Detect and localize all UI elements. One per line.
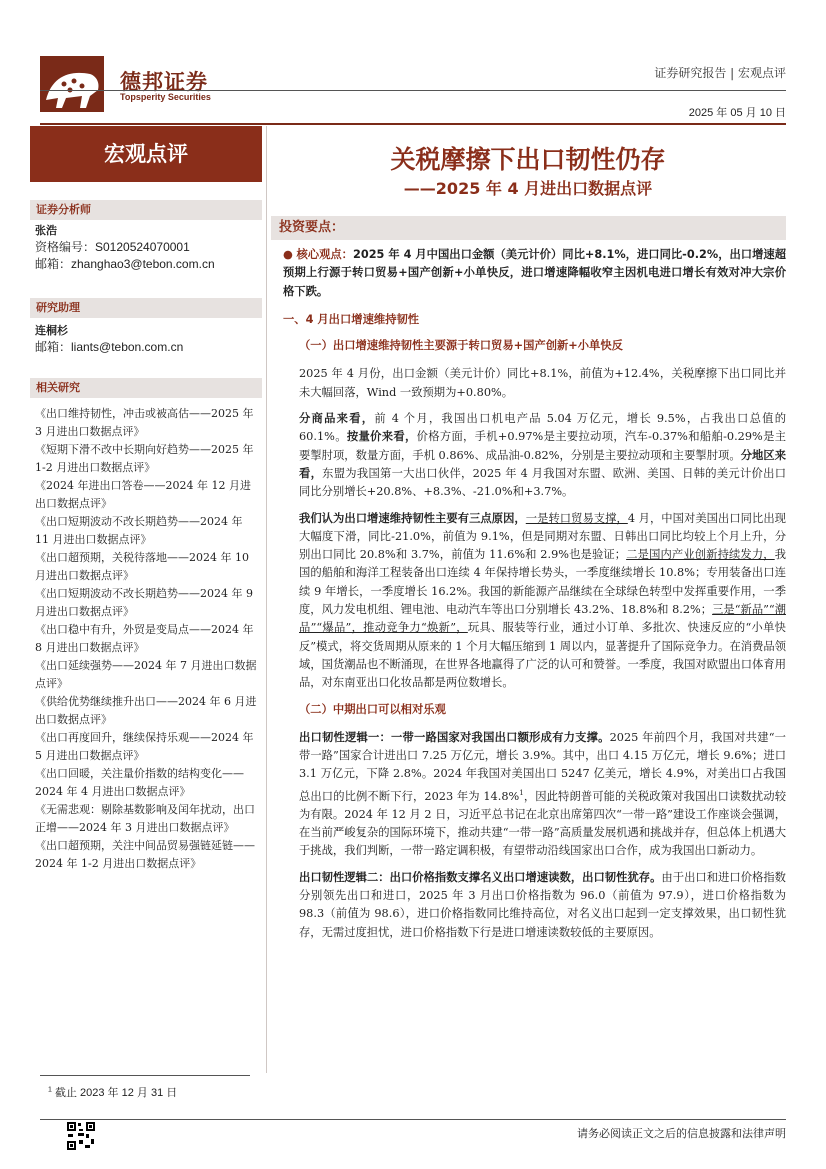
assistant-email[interactable]: 邮箱：liants@tebon.com.cn — [35, 340, 184, 354]
paragraph-2 — [283, 410, 786, 501]
related-item[interactable]: 《短期下滑不改中长期向好趋势——2025 年 1-2 月进出口数据点评》 — [35, 443, 254, 474]
paragraph-3 — [283, 510, 786, 693]
related-item[interactable]: 《出口超预期，关税待落地——2024 年 10 月进出口数据点评》 — [35, 551, 249, 582]
key-points-header: 投资要点： — [271, 216, 786, 240]
core-label: 核心观点： — [296, 248, 353, 261]
subsection-heading-2: （二）中期出口可以相对乐观 — [299, 702, 446, 716]
text-run: 前 4 个月，我国出口机电产品 5.04 万亿元，增长 9.5%，占我出口总值的 60.1%。 — [299, 412, 786, 444]
analyst-name: 张浩 — [35, 224, 57, 237]
footnote-text: 截止 2023 年 12 月 31 日 — [54, 1087, 178, 1099]
paragraph-1: 2025 年 4 月份，出口金额（美元计价）同比+8.1%，前值为+12.4%，关税摩擦下出口同比并未大幅回落，Wind 一致预期为+0.80%。 — [299, 367, 786, 399]
subsection-heading-1: （一）出口增速维持韧性主要源于转口贸易+国产创新+小单快反 — [299, 339, 623, 353]
analyst-info — [35, 222, 215, 273]
footnote-ref[interactable]: 1 — [519, 788, 524, 797]
related-list — [35, 405, 257, 873]
text-run: 我国的船舶和海洋工程装备出口连续 4 年保持增长势头，一季度继续增长 10.8%；专用装备出口连续 9 年增长，一季度增长 16.2%。我国的新能源产品继续在全球绿色转型中发挥重要作用，一季度，风力发电机组、锂电池、电动汽车等出口分别增长 43.2%、18.8%和 8.2%； — [299, 548, 786, 617]
qr-code-icon[interactable] — [66, 1121, 96, 1151]
underlined-point: 三是“新品”“潮品”“爆品”，推动竞争力“焕新”， — [299, 603, 786, 635]
header-divider — [40, 90, 786, 91]
text-run: 玩具、服装等行业，通过小订单、多批次、快速反应的“小单快反”模式，将交货周期从原来的 1 个月大幅压缩到 1 周以内，显著提升了国际竞争力。在消费品领域，国货潮品也不断涌现，在世界各地赢得了广泛的认可和赞誉。一季度，我国对欧盟出口体育用品，对东南亚出口化妆品都是两位数增长。 — [299, 621, 786, 690]
analyst-email[interactable]: 邮箱：zhanghao3@tebon.com.cn — [35, 257, 215, 271]
logo-subtext: Topsperity Securities — [120, 92, 211, 102]
report-date: 2025 年 05 月 10 日 — [688, 107, 786, 119]
text-run: ，因此特朗普可能的关税政策对我国出口读数扰动较为有限。2024 年 12 月 2 日，习近平总书记在北京出席第四次“一带一路”建设工作座谈会强调，在当前严峻复杂的国际环境下，推动共建“一带一路”高质量发展机遇和挑战并存，但总体上机遇大于挑战，我们判断，一带一路定调积极，有望带动沿线国家出口合作，成为我国出口新动力。 — [299, 789, 786, 858]
related-item[interactable]: 《出口回暖，关注量价指数的结构变化——2024 年 4 月进出口数据点评》 — [35, 767, 244, 798]
related-item[interactable]: 《出口超预期，关注中间品贸易强链延链——2024 年 1-2 月进出口数据点评》 — [35, 839, 255, 870]
related-item[interactable]: 《无需悲观：剔除基数影响及闰年扰动，出口正增——2024 年 3 月进出口数据点评》 — [35, 803, 255, 834]
related-item[interactable]: 《出口稳中有升，外贸是变局点——2024 年 8 月进出口数据点评》 — [35, 623, 254, 654]
disclaimer: 请务必阅读正文之后的信息披露和法律声明 — [577, 1127, 786, 1140]
bold-lead: 分商品来看， — [299, 412, 375, 426]
related-item[interactable]: 《出口维持韧性，冲击或被高估——2025 年 3 月进出口数据点评》 — [35, 407, 254, 438]
analyst-cert: 资格编号：S0120524070001 — [35, 240, 190, 254]
assistant-name: 连桐杉 — [35, 324, 68, 337]
footnote-marker: 1 — [48, 1086, 52, 1094]
main-content — [283, 246, 786, 950]
paragraph-5 — [283, 869, 786, 942]
underlined-point: 一是转口贸易支撑， — [525, 511, 628, 525]
logo-text: 德邦证券 — [120, 70, 208, 94]
category-tag: 宏观点评 — [30, 126, 262, 182]
core-text: 2025 年 4 月中国出口金额（美元计价）同比+8.1%，进口同比-0.2%，出口增速超预期上行源于转口贸易+国产创新+小单快反，进口增速降幅收窄主因机电进口增长有效对冲大宗价格下跌。 — [283, 248, 786, 298]
report-type: 证券研究报告 | 宏观点评 — [654, 66, 786, 80]
header-accent-divider — [40, 123, 786, 125]
text-run: 由于出口和进口价格指数分别领先出口和进口，2025 年 3 月出口价格指数为 96.0（前值为 97.9），进口价格指数为 98.3（前值为 98.6），进口价格指数同比维持高位，对名义出口起到一定支撑效果，出口韧性犹存，无需过度担忧，进口价格指数下行是进口增速读数较低的主要原因。 — [299, 870, 786, 939]
bold-lead: 出口韧性逻辑二：出口价格指数支撑名义出口增速读数，出口韧性犹存。 — [299, 870, 662, 884]
related-item[interactable]: 《出口短期波动不改长期趋势——2024 年 11 月进出口数据点评》 — [35, 515, 243, 546]
text-run: 4 月，中国对美国出口同比出现大幅度下滑，同比-21.0%，前值为 9.1%，但是同期对东盟、日韩出口同比均较上个月上升，分别出口同比 20.8%和 3.7%，前值为 11.6%和 2.9%也是验证； — [299, 511, 786, 562]
page-subtitle: ——2025 年 4 月进出口数据点评 — [403, 179, 653, 198]
assistant-info — [35, 322, 183, 356]
related-item[interactable]: 《2024 年进出口答卷——2024 年 12 月进出口数据点评》 — [35, 479, 251, 510]
text-run: 东盟为我国第一大出口伙伴，2025 年 4 月我国对东盟、欧洲、美国、日韩的美元计价出口同比分别增长+20.8%、+8.3%、-21.0%和+3.7%。 — [299, 466, 786, 499]
analyst-section-header: 证券分析师 — [30, 200, 262, 220]
related-item[interactable]: 《出口再度回升，继续保持乐观——2024 年 5 月进出口数据点评》 — [35, 731, 254, 762]
paragraph-4 — [283, 729, 786, 861]
footer-divider — [40, 1119, 786, 1120]
page-title: 关税摩擦下出口韧性仍存 — [390, 145, 666, 174]
core-view — [283, 246, 786, 301]
column-divider — [266, 126, 267, 1073]
company-logo-icon — [40, 56, 104, 112]
underlined-point: 二是国内产业创新持续发力， — [626, 548, 775, 562]
footnote — [48, 1084, 177, 1100]
bold-lead: 出口韧性逻辑一：一带一路国家对我国出口额形成有力支撑。 — [299, 730, 610, 744]
related-item[interactable]: 《出口延续强势——2024 年 7 月进出口数据点评》 — [35, 659, 257, 690]
related-section-header: 相关研究 — [30, 378, 262, 398]
related-item[interactable]: 《出口短期波动不改长期趋势——2024 年 9 月进出口数据点评》 — [35, 587, 253, 618]
bold-lead: 分地区来看， — [299, 448, 786, 480]
related-item[interactable]: 《供给优势继续推升出口——2024 年 6 月进出口数据点评》 — [35, 695, 257, 726]
bold-lead: 按量价来看， — [346, 430, 417, 444]
assistant-section-header: 研究助理 — [30, 298, 262, 318]
bullet-icon: ● — [283, 248, 297, 261]
footnote-divider — [40, 1075, 250, 1076]
section-heading-1: 一、4 月出口增速维持韧性 — [283, 312, 420, 326]
text-run: 价格方面，手机+0.97%是主要拉动项，汽车-0.37%和船舶-0.29%是主要掣肘项，数量方面，手机 0.86%、成品油-0.82%，分别是主要拉动项和主要掣肘项。 — [299, 430, 787, 462]
text-run: 2025 年前四个月，我国对共建“一带一路”国家合计进出口 7.25 万亿元，增长 3.9%。其中，出口 4.15 万亿元，增长 9.6%；进口 3.1 万亿元，下降 2.8%。2024 年我国对美国出口 5247 亿美元，增长 4.9%，对美出口占我国总出口的比例不断下行，2023 年为 14.8% — [299, 730, 786, 803]
bold-lead: 我们认为出口增速维持韧性主要有三点原因， — [299, 511, 526, 525]
